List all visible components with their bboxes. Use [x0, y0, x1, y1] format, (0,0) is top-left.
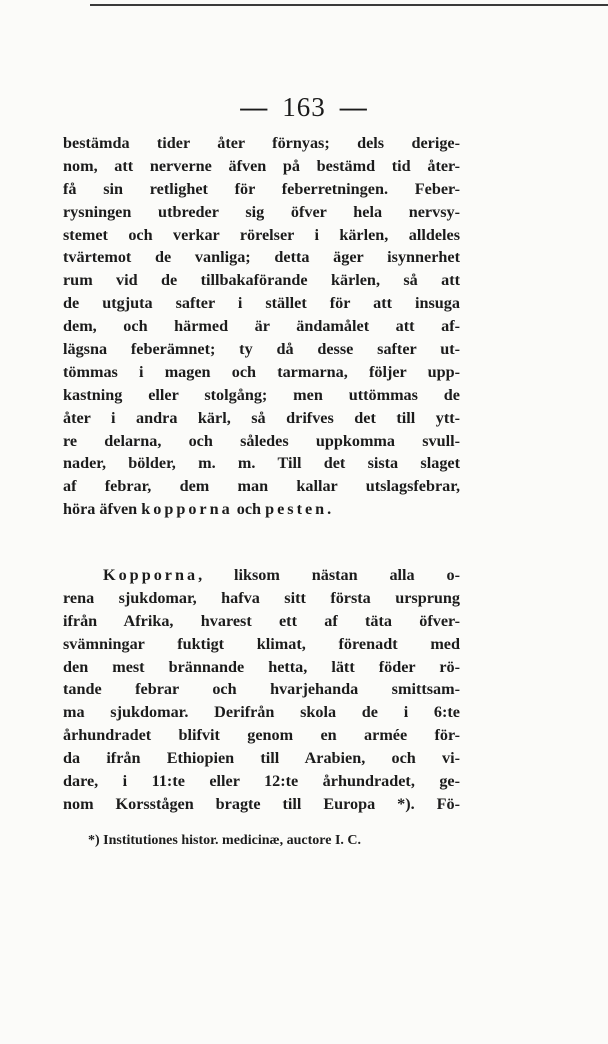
text-fragment: höra äfven	[63, 500, 138, 519]
footnote: *) Institutiones histor. medicinæ, auctore I. C.	[88, 833, 362, 848]
text-line: svämningar fuktigt klimat, förenadt med	[63, 634, 460, 653]
header-dash-right: —	[339, 92, 368, 122]
text-line: tvärtemot de vanliga; detta äger isynnerhet	[63, 248, 460, 267]
emphasis-pesten: pesten.	[265, 500, 335, 519]
text-line-first	[63, 564, 460, 587]
text-line: dare, i 11:te eller 12:te århundradet, ge-	[63, 772, 460, 791]
emphasis-kopporna-heading: Kopporna	[103, 566, 199, 584]
text-line: tande febrar och hvarjehanda smittsam-	[63, 680, 460, 699]
text-line: ifrån Afrika, hvarest ett af täta öfver-	[63, 611, 460, 630]
text-line: bestämda tider åter förnyas; dels derige-	[63, 134, 460, 152]
text-line: få sin retlighet för feberretningen. Feber-	[63, 179, 460, 198]
paragraph-fever	[63, 132, 460, 521]
page-header	[0, 92, 608, 123]
text-line: den mest brännande hetta, lätt föder rö-	[63, 657, 460, 676]
page-top-edge-line	[90, 4, 608, 6]
text-line: kastning eller stolgång; men uttömmas de	[63, 385, 460, 404]
text-line: dem, och härmed är ändamålet att af-	[63, 317, 460, 336]
text-line: nader, bölder, m. m. Till det sista slaget	[63, 454, 460, 473]
text-fragment: , liksom nästan alla o-	[198, 566, 460, 584]
text-line: åter i andra kärl, så drifves det till ytt-	[63, 408, 460, 427]
text-line: lägsna feberämnet; ty då desse safter ut-	[63, 340, 460, 359]
page-number: 163	[282, 92, 326, 122]
paragraph-smallpox	[63, 564, 460, 816]
text-line: nom, att nerverne äfven på bestämd tid åter-	[63, 156, 460, 175]
text-line: rysningen utbreder sig öfver hela nervsy-	[63, 202, 460, 221]
text-line: de utgjuta safter i stället för att insuga	[63, 294, 460, 313]
text-line: re delarna, och således uppkomma svull-	[63, 431, 460, 450]
text-line: århundradet blifvit genom en armée för-	[63, 726, 460, 745]
text-line: da ifrån Ethiopien till Arabien, och vi-	[63, 749, 460, 768]
header-dash-left: —	[240, 92, 269, 122]
text-line: nom Korsstågen bragte till Europa *). Fö-	[63, 794, 460, 813]
text-line: tömmas i magen och tarmarna, följer upp-	[63, 362, 460, 381]
text-line: rum vid de tillbakaförande kärlen, så att	[63, 271, 460, 290]
emphasis-kopporna: kopporna	[141, 500, 233, 519]
text-fragment: och	[236, 500, 262, 519]
text-line: rena sjukdomar, hafva sitt första ursprung	[63, 588, 460, 607]
text-line: af febrar, dem man kallar utslagsfebrar,	[63, 477, 460, 496]
text-line-last	[63, 498, 460, 521]
text-line: ma sjukdomar. Derifrån skola de i 6:te	[63, 703, 460, 722]
text-line: stemet och verkar rörelser i kärlen, alldeles	[63, 225, 460, 244]
